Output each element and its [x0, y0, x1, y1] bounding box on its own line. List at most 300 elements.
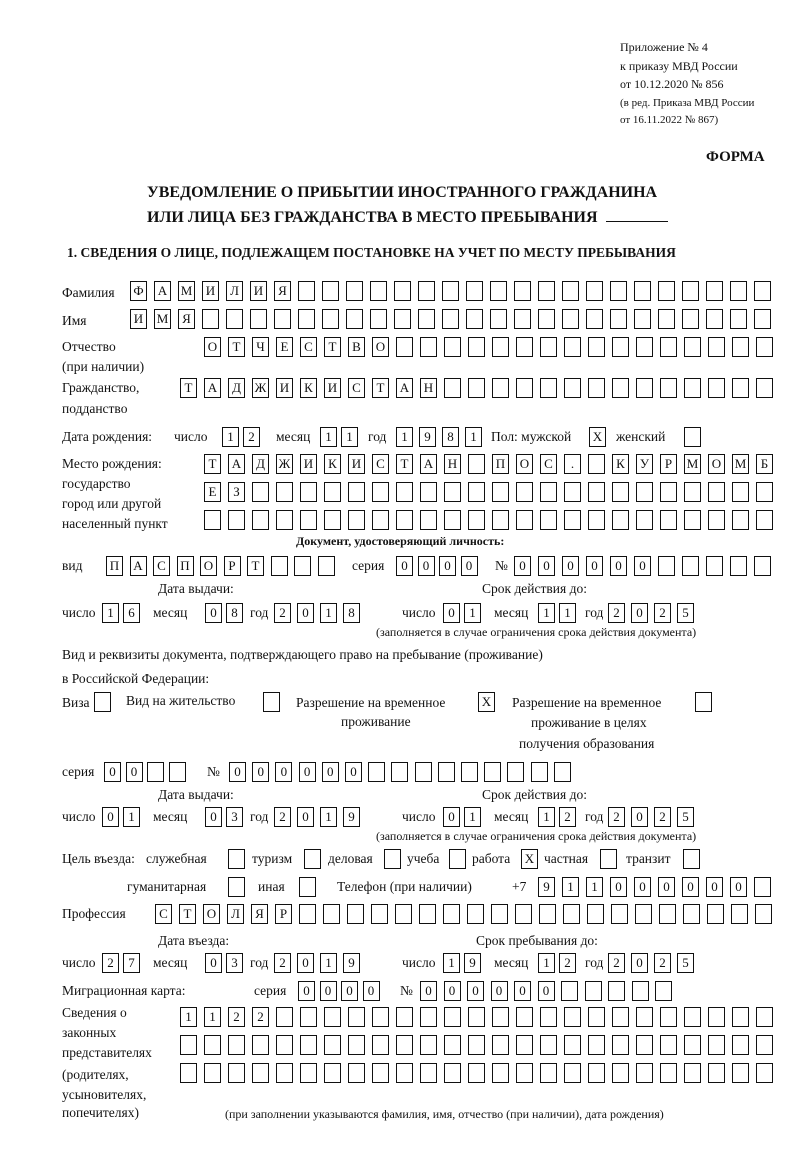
stay-issue-year-char-box[interactable]: 0 [297, 807, 314, 827]
birth-place-char-box[interactable]: У [636, 454, 653, 474]
representatives-char-box[interactable] [564, 1007, 581, 1027]
name-char-box[interactable] [298, 309, 315, 329]
migration-series-char-box[interactable]: 0 [298, 981, 315, 1001]
profession-char-box[interactable] [635, 904, 652, 924]
doc-number-char-box[interactable] [658, 556, 675, 576]
migration-number-char-box[interactable] [655, 981, 672, 1001]
surname-char-box[interactable] [754, 281, 771, 301]
representatives-char-box[interactable] [684, 1035, 701, 1055]
patronymic-char-box[interactable] [732, 337, 749, 357]
birth-month-char-box[interactable]: 1 [341, 427, 358, 447]
name-char-box[interactable] [394, 309, 411, 329]
doc-number-char-box[interactable]: 0 [538, 556, 555, 576]
representatives-char-box[interactable] [732, 1007, 749, 1027]
patronymic-char-box[interactable] [588, 337, 605, 357]
stay-number-char-box[interactable]: 0 [252, 762, 269, 782]
birth-place-char-box[interactable]: К [612, 454, 629, 474]
name-char-box[interactable] [466, 309, 483, 329]
stay-series-char-box[interactable]: 0 [104, 762, 121, 782]
patronymic-char-box[interactable]: С [300, 337, 317, 357]
birth-place-char-box[interactable] [468, 510, 485, 530]
doc-valid-year-char-box[interactable]: 0 [631, 603, 648, 623]
profession-char-box[interactable] [707, 904, 724, 924]
patronymic-char-box[interactable]: Т [324, 337, 341, 357]
stay-number-char-box[interactable] [484, 762, 501, 782]
birth-place-char-box[interactable] [276, 482, 293, 502]
patronymic-char-box[interactable] [708, 337, 725, 357]
entry-date-year-char-box[interactable]: 1 [320, 953, 337, 973]
stay-valid-day-char-box[interactable]: 0 [443, 807, 460, 827]
surname-char-box[interactable]: И [202, 281, 219, 301]
citizenship-char-box[interactable] [564, 378, 581, 398]
birth-place-char-box[interactable]: М [684, 454, 701, 474]
representatives-char-box[interactable] [660, 1007, 677, 1027]
birth-place-char-box[interactable] [372, 482, 389, 502]
birth-place-char-box[interactable] [588, 482, 605, 502]
representatives-char-box[interactable] [684, 1063, 701, 1083]
phone-char-box[interactable]: 0 [610, 877, 627, 897]
name-char-box[interactable] [706, 309, 723, 329]
phone-char-box[interactable]: 1 [562, 877, 579, 897]
doc-issue-day-char-box[interactable]: 6 [123, 603, 140, 623]
name-char-box[interactable] [514, 309, 531, 329]
citizenship-char-box[interactable] [468, 378, 485, 398]
representatives-char-box[interactable] [636, 1007, 653, 1027]
name-char-box[interactable] [274, 309, 291, 329]
purpose-checkbox[interactable] [600, 849, 617, 869]
profession-char-box[interactable]: О [203, 904, 220, 924]
birth-place-char-box[interactable]: П [492, 454, 509, 474]
migration-series-char-box[interactable]: 0 [320, 981, 337, 1001]
stay-series-char-box[interactable] [147, 762, 164, 782]
patronymic-char-box[interactable] [420, 337, 437, 357]
representatives-char-box[interactable] [588, 1035, 605, 1055]
stay-number-char-box[interactable] [391, 762, 408, 782]
representatives-char-box[interactable] [708, 1035, 725, 1055]
birth-year-char-box[interactable]: 1 [396, 427, 413, 447]
representatives-char-box[interactable] [756, 1007, 773, 1027]
stay-number-char-box[interactable]: 0 [322, 762, 339, 782]
surname-char-box[interactable] [634, 281, 651, 301]
stay-number-char-box[interactable]: 0 [299, 762, 316, 782]
doc-valid-day-char-box[interactable]: 0 [443, 603, 460, 623]
birth-place-char-box[interactable]: А [420, 454, 437, 474]
representatives-char-box[interactable] [300, 1007, 317, 1027]
doc-series-char-box[interactable]: 0 [439, 556, 456, 576]
stay-number-char-box[interactable]: 0 [345, 762, 362, 782]
trp-edu-checkbox[interactable] [695, 692, 712, 712]
stay-issue-year-char-box[interactable]: 9 [343, 807, 360, 827]
surname-char-box[interactable]: И [250, 281, 267, 301]
doc-type-char-box[interactable]: Т [247, 556, 264, 576]
doc-valid-month-char-box[interactable]: 1 [538, 603, 555, 623]
profession-char-box[interactable]: Я [251, 904, 268, 924]
name-char-box[interactable]: М [154, 309, 171, 329]
representatives-char-box[interactable] [396, 1035, 413, 1055]
profession-char-box[interactable] [419, 904, 436, 924]
stay-issue-day-char-box[interactable]: 0 [102, 807, 119, 827]
name-char-box[interactable] [418, 309, 435, 329]
surname-char-box[interactable] [298, 281, 315, 301]
birth-place-char-box[interactable] [468, 482, 485, 502]
birth-place-char-box[interactable] [540, 510, 557, 530]
representatives-char-box[interactable] [420, 1035, 437, 1055]
citizenship-char-box[interactable]: С [348, 378, 365, 398]
surname-char-box[interactable] [682, 281, 699, 301]
representatives-char-box[interactable] [252, 1035, 269, 1055]
profession-char-box[interactable] [587, 904, 604, 924]
birth-place-char-box[interactable] [588, 510, 605, 530]
representatives-char-box[interactable] [276, 1063, 293, 1083]
doc-valid-year-char-box[interactable]: 2 [654, 603, 671, 623]
birth-place-char-box[interactable]: А [228, 454, 245, 474]
citizenship-char-box[interactable] [444, 378, 461, 398]
name-char-box[interactable]: Я [178, 309, 195, 329]
purpose-checkbox[interactable] [384, 849, 401, 869]
representatives-char-box[interactable] [636, 1063, 653, 1083]
profession-char-box[interactable] [371, 904, 388, 924]
phone-char-box[interactable]: 1 [586, 877, 603, 897]
patronymic-char-box[interactable] [756, 337, 773, 357]
surname-char-box[interactable] [370, 281, 387, 301]
profession-char-box[interactable] [395, 904, 412, 924]
purpose-checkbox[interactable] [304, 849, 321, 869]
representatives-char-box[interactable] [492, 1035, 509, 1055]
surname-char-box[interactable]: А [154, 281, 171, 301]
birth-place-char-box[interactable] [516, 510, 533, 530]
entry-date-day-char-box[interactable]: 7 [123, 953, 140, 973]
patronymic-char-box[interactable]: О [372, 337, 389, 357]
representatives-char-box[interactable] [492, 1007, 509, 1027]
female-checkbox[interactable] [684, 427, 701, 447]
representatives-char-box[interactable] [756, 1063, 773, 1083]
patronymic-char-box[interactable] [660, 337, 677, 357]
stay-until-year-char-box[interactable]: 2 [654, 953, 671, 973]
surname-char-box[interactable] [418, 281, 435, 301]
doc-type-char-box[interactable]: Р [224, 556, 241, 576]
patronymic-char-box[interactable]: О [204, 337, 221, 357]
stay-series-char-box[interactable]: 0 [126, 762, 143, 782]
doc-valid-month-char-box[interactable]: 1 [559, 603, 576, 623]
profession-char-box[interactable] [755, 904, 772, 924]
profession-char-box[interactable] [443, 904, 460, 924]
patronymic-char-box[interactable] [540, 337, 557, 357]
profession-char-box[interactable]: Л [227, 904, 244, 924]
birth-place-char-box[interactable] [540, 482, 557, 502]
surname-char-box[interactable]: М [178, 281, 195, 301]
patronymic-char-box[interactable] [516, 337, 533, 357]
patronymic-char-box[interactable]: Т [228, 337, 245, 357]
surname-char-box[interactable] [658, 281, 675, 301]
representatives-char-box[interactable] [684, 1007, 701, 1027]
doc-number-char-box[interactable]: 0 [634, 556, 651, 576]
representatives-char-box[interactable] [372, 1007, 389, 1027]
birth-place-char-box[interactable] [564, 510, 581, 530]
birth-place-char-box[interactable]: О [708, 454, 725, 474]
birth-place-char-box[interactable] [348, 510, 365, 530]
representatives-char-box[interactable]: 2 [252, 1007, 269, 1027]
birth-day-char-box[interactable]: 1 [222, 427, 239, 447]
birth-place-char-box[interactable] [324, 482, 341, 502]
birth-place-char-box[interactable] [684, 482, 701, 502]
doc-number-char-box[interactable] [682, 556, 699, 576]
representatives-char-box[interactable] [468, 1063, 485, 1083]
representatives-char-box[interactable] [612, 1063, 629, 1083]
representatives-char-box[interactable] [444, 1007, 461, 1027]
name-char-box[interactable] [490, 309, 507, 329]
birth-place-char-box[interactable]: Т [204, 454, 221, 474]
birth-place-char-box[interactable] [420, 482, 437, 502]
stay-issue-month-char-box[interactable]: 3 [226, 807, 243, 827]
purpose-checkbox[interactable] [299, 877, 316, 897]
birth-place-char-box[interactable] [420, 510, 437, 530]
name-char-box[interactable] [346, 309, 363, 329]
migration-number-char-box[interactable]: 0 [538, 981, 555, 1001]
birth-place-char-box[interactable] [732, 510, 749, 530]
stay-number-char-box[interactable] [368, 762, 385, 782]
representatives-char-box[interactable] [660, 1035, 677, 1055]
patronymic-char-box[interactable] [564, 337, 581, 357]
doc-issue-year-char-box[interactable]: 1 [320, 603, 337, 623]
citizenship-char-box[interactable] [588, 378, 605, 398]
citizenship-char-box[interactable] [756, 378, 773, 398]
profession-char-box[interactable]: С [155, 904, 172, 924]
citizenship-char-box[interactable]: И [324, 378, 341, 398]
doc-valid-day-char-box[interactable]: 1 [464, 603, 481, 623]
patronymic-char-box[interactable] [444, 337, 461, 357]
birth-place-char-box[interactable]: С [372, 454, 389, 474]
representatives-char-box[interactable] [540, 1035, 557, 1055]
doc-series-char-box[interactable]: 0 [396, 556, 413, 576]
purpose-checkbox[interactable] [683, 849, 700, 869]
birth-place-char-box[interactable] [660, 510, 677, 530]
doc-number-char-box[interactable] [730, 556, 747, 576]
migration-number-char-box[interactable] [585, 981, 602, 1001]
citizenship-char-box[interactable] [660, 378, 677, 398]
citizenship-char-box[interactable]: К [300, 378, 317, 398]
surname-char-box[interactable]: Я [274, 281, 291, 301]
birth-place-char-box[interactable] [564, 482, 581, 502]
representatives-char-box[interactable] [324, 1007, 341, 1027]
doc-type-char-box[interactable]: С [153, 556, 170, 576]
doc-number-char-box[interactable]: 0 [610, 556, 627, 576]
surname-char-box[interactable] [442, 281, 459, 301]
migration-series-char-box[interactable]: 0 [341, 981, 358, 1001]
doc-issue-day-char-box[interactable]: 1 [102, 603, 119, 623]
birth-place-char-box[interactable] [396, 510, 413, 530]
stay-valid-year-char-box[interactable]: 5 [677, 807, 694, 827]
representatives-char-box[interactable] [564, 1063, 581, 1083]
doc-number-char-box[interactable]: 0 [562, 556, 579, 576]
birth-place-char-box[interactable] [372, 510, 389, 530]
birth-place-char-box[interactable]: Р [660, 454, 677, 474]
birth-place-char-box[interactable] [636, 510, 653, 530]
stay-issue-year-char-box[interactable]: 2 [274, 807, 291, 827]
birth-place-char-box[interactable]: Н [444, 454, 461, 474]
stay-number-char-box[interactable] [461, 762, 478, 782]
representatives-char-box[interactable] [468, 1007, 485, 1027]
profession-char-box[interactable] [515, 904, 532, 924]
representatives-char-box[interactable] [516, 1035, 533, 1055]
profession-char-box[interactable]: Р [275, 904, 292, 924]
representatives-char-box[interactable] [420, 1007, 437, 1027]
entry-date-year-char-box[interactable]: 0 [297, 953, 314, 973]
phone-char-box[interactable]: 0 [634, 877, 651, 897]
name-char-box[interactable] [610, 309, 627, 329]
representatives-char-box[interactable] [372, 1063, 389, 1083]
stay-until-year-char-box[interactable]: 2 [608, 953, 625, 973]
surname-char-box[interactable]: Л [226, 281, 243, 301]
representatives-char-box[interactable] [612, 1007, 629, 1027]
purpose-checkbox[interactable] [228, 877, 245, 897]
name-char-box[interactable] [754, 309, 771, 329]
birth-year-char-box[interactable]: 9 [419, 427, 436, 447]
profession-char-box[interactable] [731, 904, 748, 924]
birth-place-char-box[interactable] [708, 510, 725, 530]
phone-char-box[interactable]: 0 [682, 877, 699, 897]
migration-number-char-box[interactable] [632, 981, 649, 1001]
name-char-box[interactable] [442, 309, 459, 329]
stay-valid-year-char-box[interactable]: 2 [608, 807, 625, 827]
doc-number-char-box[interactable]: 0 [586, 556, 603, 576]
patronymic-char-box[interactable] [612, 337, 629, 357]
representatives-char-box[interactable] [516, 1063, 533, 1083]
birth-place-char-box[interactable]: . [564, 454, 581, 474]
representatives-char-box[interactable] [396, 1063, 413, 1083]
citizenship-char-box[interactable] [636, 378, 653, 398]
entry-date-year-char-box[interactable]: 2 [274, 953, 291, 973]
profession-char-box[interactable] [491, 904, 508, 924]
birth-place-char-box[interactable] [276, 510, 293, 530]
citizenship-char-box[interactable]: Т [180, 378, 197, 398]
profession-char-box[interactable] [467, 904, 484, 924]
doc-type-char-box[interactable] [318, 556, 335, 576]
representatives-char-box[interactable] [228, 1063, 245, 1083]
representatives-char-box[interactable]: 2 [228, 1007, 245, 1027]
migration-number-char-box[interactable]: 0 [420, 981, 437, 1001]
purpose-checkbox[interactable] [449, 849, 466, 869]
birth-place-char-box[interactable] [612, 510, 629, 530]
representatives-char-box[interactable] [348, 1063, 365, 1083]
representatives-char-box[interactable] [660, 1063, 677, 1083]
purpose-checkbox[interactable]: X [521, 849, 538, 869]
birth-place-char-box[interactable]: О [516, 454, 533, 474]
name-char-box[interactable] [562, 309, 579, 329]
doc-number-char-box[interactable]: 0 [514, 556, 531, 576]
birth-place-char-box[interactable] [684, 510, 701, 530]
doc-issue-year-char-box[interactable]: 2 [274, 603, 291, 623]
surname-char-box[interactable] [490, 281, 507, 301]
birth-month-char-box[interactable]: 1 [320, 427, 337, 447]
birth-place-char-box[interactable] [612, 482, 629, 502]
patronymic-char-box[interactable] [468, 337, 485, 357]
surname-char-box[interactable]: Ф [130, 281, 147, 301]
migration-number-char-box[interactable]: 0 [444, 981, 461, 1001]
representatives-char-box[interactable] [300, 1035, 317, 1055]
profession-char-box[interactable] [347, 904, 364, 924]
representatives-char-box[interactable] [564, 1035, 581, 1055]
birth-place-char-box[interactable] [204, 510, 221, 530]
birth-place-char-box[interactable] [756, 510, 773, 530]
representatives-char-box[interactable] [276, 1007, 293, 1027]
doc-type-char-box[interactable] [294, 556, 311, 576]
stay-valid-day-char-box[interactable]: 1 [464, 807, 481, 827]
representatives-char-box[interactable] [708, 1063, 725, 1083]
birth-place-char-box[interactable]: Ж [276, 454, 293, 474]
representatives-char-box[interactable] [276, 1035, 293, 1055]
stay-valid-month-char-box[interactable]: 2 [559, 807, 576, 827]
representatives-char-box[interactable]: 1 [204, 1007, 221, 1027]
birth-year-char-box[interactable]: 1 [465, 427, 482, 447]
stay-until-day-char-box[interactable]: 9 [464, 953, 481, 973]
name-char-box[interactable] [658, 309, 675, 329]
stay-number-char-box[interactable] [415, 762, 432, 782]
citizenship-char-box[interactable] [684, 378, 701, 398]
doc-number-char-box[interactable] [706, 556, 723, 576]
profession-char-box[interactable]: Т [179, 904, 196, 924]
migration-number-char-box[interactable]: 0 [491, 981, 508, 1001]
stay-until-year-char-box[interactable]: 5 [677, 953, 694, 973]
doc-type-char-box[interactable]: О [200, 556, 217, 576]
citizenship-char-box[interactable] [492, 378, 509, 398]
doc-type-char-box[interactable]: П [106, 556, 123, 576]
profession-char-box[interactable] [323, 904, 340, 924]
surname-char-box[interactable] [322, 281, 339, 301]
stay-number-char-box[interactable] [554, 762, 571, 782]
representatives-char-box[interactable] [588, 1063, 605, 1083]
citizenship-char-box[interactable]: Д [228, 378, 245, 398]
name-char-box[interactable] [682, 309, 699, 329]
name-char-box[interactable] [226, 309, 243, 329]
entry-date-day-char-box[interactable]: 2 [102, 953, 119, 973]
birth-place-char-box[interactable] [636, 482, 653, 502]
birth-place-char-box[interactable]: М [732, 454, 749, 474]
citizenship-char-box[interactable] [540, 378, 557, 398]
profession-char-box[interactable] [299, 904, 316, 924]
representatives-char-box[interactable] [612, 1035, 629, 1055]
birth-place-char-box[interactable]: Е [204, 482, 221, 502]
doc-type-char-box[interactable] [271, 556, 288, 576]
birth-place-char-box[interactable] [300, 510, 317, 530]
doc-issue-month-char-box[interactable]: 8 [226, 603, 243, 623]
surname-char-box[interactable] [394, 281, 411, 301]
doc-issue-month-char-box[interactable]: 0 [205, 603, 222, 623]
birth-place-char-box[interactable] [732, 482, 749, 502]
birth-place-char-box[interactable] [444, 482, 461, 502]
birth-place-char-box[interactable] [516, 482, 533, 502]
surname-char-box[interactable] [466, 281, 483, 301]
representatives-char-box[interactable] [636, 1035, 653, 1055]
representatives-char-box[interactable] [348, 1007, 365, 1027]
phone-char-box[interactable]: 0 [706, 877, 723, 897]
birth-place-char-box[interactable] [396, 482, 413, 502]
migration-series-char-box[interactable]: 0 [363, 981, 380, 1001]
patronymic-char-box[interactable]: Е [276, 337, 293, 357]
representatives-char-box[interactable] [468, 1035, 485, 1055]
surname-char-box[interactable] [514, 281, 531, 301]
representatives-char-box[interactable] [732, 1063, 749, 1083]
citizenship-char-box[interactable] [708, 378, 725, 398]
migration-number-char-box[interactable]: 0 [514, 981, 531, 1001]
birth-place-char-box[interactable] [348, 482, 365, 502]
representatives-char-box[interactable] [540, 1063, 557, 1083]
birth-place-char-box[interactable] [444, 510, 461, 530]
birth-place-char-box[interactable] [588, 454, 605, 474]
birth-place-char-box[interactable]: С [540, 454, 557, 474]
birth-place-char-box[interactable]: Д [252, 454, 269, 474]
patronymic-char-box[interactable] [684, 337, 701, 357]
name-char-box[interactable] [370, 309, 387, 329]
